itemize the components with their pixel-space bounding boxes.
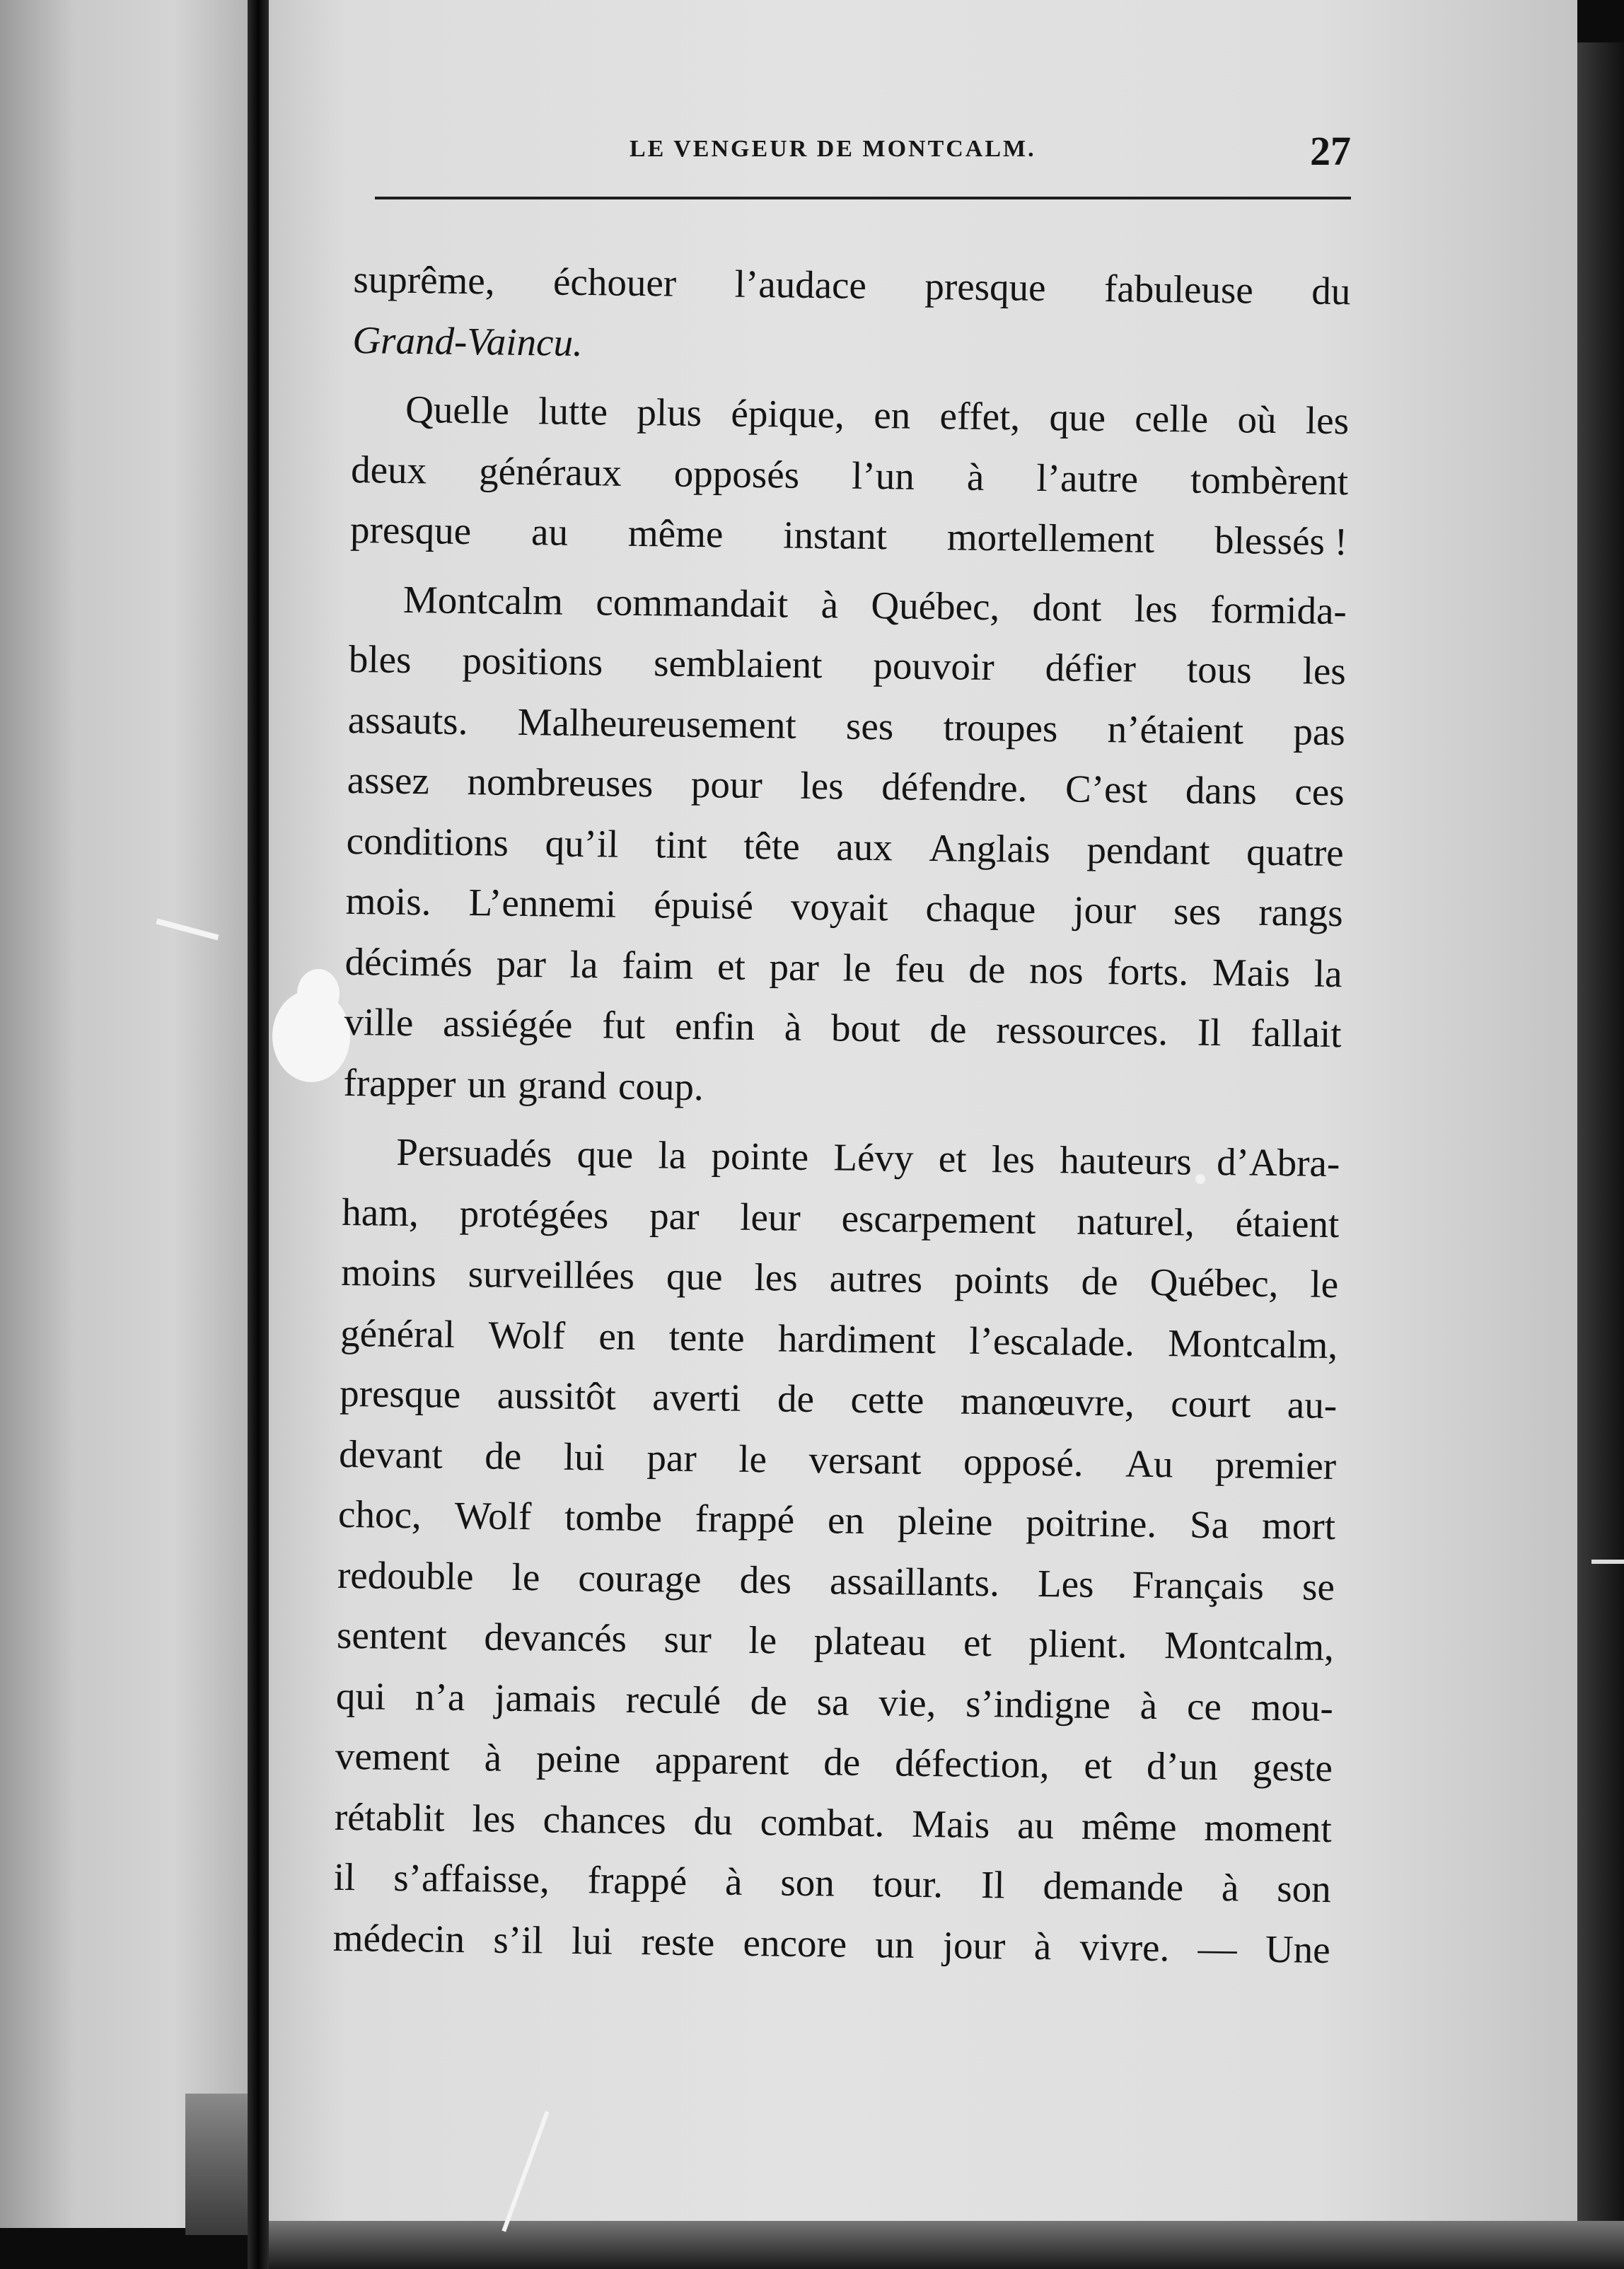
word: à xyxy=(784,1005,802,1049)
word: au xyxy=(1016,1803,1055,1847)
word: plus xyxy=(637,390,702,435)
word: presque xyxy=(349,507,472,553)
text-line xyxy=(338,1484,1336,1557)
word: vement xyxy=(335,1734,451,1779)
word: se xyxy=(1301,1565,1335,1608)
word: fabuleuse xyxy=(1103,266,1254,312)
word: moment xyxy=(1204,1805,1333,1850)
word: les xyxy=(754,1255,799,1299)
word: même xyxy=(1081,1804,1177,1848)
word: Wolf xyxy=(488,1312,566,1357)
word: voyait xyxy=(790,884,888,929)
word: Québec, xyxy=(1149,1260,1279,1306)
word: positions xyxy=(462,638,603,684)
word: un xyxy=(467,1062,507,1106)
word: les xyxy=(1134,586,1178,630)
text-line xyxy=(345,871,1343,944)
word: pouvoir xyxy=(873,644,995,689)
word: naturel, xyxy=(1077,1199,1195,1244)
word: le xyxy=(748,1618,777,1662)
word: encore xyxy=(743,1920,847,1966)
word: pas xyxy=(1293,709,1346,753)
word: manœuvre, xyxy=(960,1379,1135,1424)
word: par xyxy=(769,944,820,989)
word: la xyxy=(1313,951,1342,995)
word: de xyxy=(929,1007,967,1051)
word: jamais xyxy=(494,1676,597,1720)
word: défendre. xyxy=(881,765,1028,810)
word: deux xyxy=(350,447,427,492)
word: assiégée xyxy=(442,1001,573,1046)
word: aussitôt xyxy=(497,1373,617,1418)
word: lui xyxy=(563,1434,605,1478)
word: devancés xyxy=(484,1615,627,1660)
word: Montcalm xyxy=(402,577,564,623)
word: tous xyxy=(1186,647,1253,692)
word: étaient xyxy=(1235,1200,1340,1246)
word: qu’il xyxy=(545,820,619,866)
word: au xyxy=(530,510,569,554)
word: devant xyxy=(338,1432,443,1477)
word: Québec, xyxy=(871,583,1000,628)
text-line xyxy=(332,1907,1330,1980)
word: assaillants. xyxy=(829,1558,1000,1604)
page-bottom-edge xyxy=(269,2221,1624,2269)
word: échouer xyxy=(552,260,677,305)
word: geste xyxy=(1252,1745,1333,1790)
word: au- xyxy=(1287,1383,1338,1427)
word: mois. xyxy=(345,878,431,924)
word: et xyxy=(963,1620,992,1665)
word: redouble xyxy=(337,1553,474,1598)
page-number: 27 xyxy=(1310,128,1351,174)
word: son xyxy=(780,1860,835,1905)
word: tint xyxy=(654,822,707,866)
word: opposés xyxy=(673,451,800,497)
facing-page xyxy=(0,0,248,2228)
word: hardiment xyxy=(777,1316,936,1362)
word: en xyxy=(598,1313,636,1358)
word: protégées xyxy=(459,1191,609,1237)
word: Il xyxy=(1197,1010,1222,1055)
word: averti xyxy=(652,1375,741,1420)
running-title: LE VENGEUR DE MONTCALM. xyxy=(630,136,1036,162)
word: premier xyxy=(1214,1442,1337,1487)
text-line xyxy=(343,1052,1341,1125)
word: s’il xyxy=(493,1917,544,1961)
word: à xyxy=(1221,1866,1239,1910)
word: mou- xyxy=(1251,1685,1334,1729)
word: — xyxy=(1197,1926,1238,1970)
word: et xyxy=(717,944,746,988)
word: Quelle xyxy=(405,387,510,432)
word: Au xyxy=(1125,1441,1173,1485)
word: Malheureusement xyxy=(517,700,797,747)
scan-blot xyxy=(297,969,340,1019)
word: nos xyxy=(1028,948,1084,992)
word: ce xyxy=(1186,1684,1222,1728)
word: de xyxy=(777,1376,815,1421)
word: ressources. xyxy=(995,1008,1168,1054)
word: de xyxy=(750,1678,788,1723)
word: instant xyxy=(782,513,888,558)
word: même xyxy=(627,511,724,556)
word: d’Abra- xyxy=(1216,1140,1340,1185)
word: s’affaisse, xyxy=(393,1855,550,1901)
word: Persuadés xyxy=(396,1130,552,1176)
word: mortellement xyxy=(946,515,1155,561)
word: Les xyxy=(1037,1561,1094,1606)
word: troupes xyxy=(943,704,1058,750)
word: moins xyxy=(340,1250,437,1295)
word: aux xyxy=(836,824,893,869)
word: pendant xyxy=(1086,828,1210,873)
word: n’étaient xyxy=(1107,707,1244,752)
word: faim xyxy=(622,943,694,987)
word: lui xyxy=(571,1918,613,1963)
word: sa xyxy=(816,1679,849,1724)
word: ses xyxy=(1173,889,1222,934)
word: par xyxy=(496,941,547,985)
word: le xyxy=(738,1437,767,1480)
word: forts. xyxy=(1107,948,1189,993)
word: tente xyxy=(668,1315,746,1359)
word: Français xyxy=(1132,1562,1265,1608)
word: le xyxy=(842,946,871,990)
word: en xyxy=(827,1498,865,1542)
word: décimés xyxy=(344,939,473,985)
word: à xyxy=(1139,1683,1158,1727)
word: Grand-Vaincu. xyxy=(352,318,584,364)
word: ses xyxy=(845,704,894,748)
word: presque xyxy=(924,264,1046,309)
word: plateau xyxy=(813,1619,927,1664)
word: frappé xyxy=(695,1497,795,1541)
word: vie, xyxy=(878,1680,936,1724)
word: grand xyxy=(517,1062,607,1107)
word: s’indigne xyxy=(965,1681,1111,1727)
word: apparent xyxy=(654,1738,789,1783)
word: les xyxy=(991,1137,1036,1181)
word: court xyxy=(1170,1381,1251,1426)
word: leur xyxy=(739,1195,801,1239)
word: les xyxy=(1305,398,1350,443)
word: ham, xyxy=(342,1190,419,1234)
word: vivre. xyxy=(1079,1925,1170,1969)
word: fut xyxy=(601,1003,646,1048)
word: fallait xyxy=(1250,1011,1342,1056)
word: chaque xyxy=(925,886,1036,931)
word: le xyxy=(1310,1262,1339,1306)
word: à xyxy=(724,1859,743,1903)
word: feu xyxy=(894,946,945,990)
word: escarpement xyxy=(841,1196,1036,1242)
word: que xyxy=(576,1132,634,1176)
word: Lévy xyxy=(833,1135,914,1180)
word: Montcalm, xyxy=(1164,1623,1335,1669)
word: enfin xyxy=(674,1004,755,1049)
word: le xyxy=(511,1555,540,1598)
word: épuisé xyxy=(654,883,754,927)
word: presque xyxy=(339,1371,461,1416)
text-line xyxy=(337,1605,1335,1678)
word: choc, xyxy=(337,1492,422,1537)
word: peine xyxy=(535,1736,621,1781)
word: de xyxy=(968,947,1006,991)
word: dans xyxy=(1185,768,1258,813)
word: il xyxy=(333,1855,356,1899)
word: bles xyxy=(348,637,412,682)
word: les xyxy=(800,763,844,808)
word: surveillées xyxy=(468,1252,635,1297)
word: celle xyxy=(1135,396,1209,441)
word: opposé. xyxy=(963,1439,1084,1485)
word: poitrine. xyxy=(1025,1500,1157,1546)
word: à xyxy=(820,582,839,626)
word: que xyxy=(1049,395,1106,440)
text-line xyxy=(352,309,1350,382)
word: des xyxy=(739,1557,792,1602)
word: généraux xyxy=(478,448,622,494)
word: quatre xyxy=(1246,829,1345,874)
word: jour xyxy=(942,1922,1006,1967)
word: et xyxy=(938,1137,967,1180)
word: que xyxy=(666,1254,723,1299)
word: formida- xyxy=(1210,587,1347,632)
word: un xyxy=(875,1922,915,1966)
word: conditions xyxy=(346,818,509,864)
word: Anglais xyxy=(929,825,1051,871)
word: effet, xyxy=(939,394,1021,439)
word: assez xyxy=(347,758,430,803)
word: par xyxy=(646,1435,697,1480)
word: les xyxy=(472,1796,516,1840)
scan-scratch xyxy=(1591,1560,1624,1564)
word: de xyxy=(485,1433,522,1478)
text-line xyxy=(333,1847,1331,1920)
word: assauts. xyxy=(347,697,468,743)
word: nombreuses xyxy=(467,760,654,806)
word: tour. xyxy=(872,1862,944,1906)
word: dont xyxy=(1032,585,1102,629)
word: L’ennemi xyxy=(468,881,617,926)
word: défier xyxy=(1045,645,1137,690)
word: et xyxy=(1084,1743,1113,1787)
word: les xyxy=(1302,649,1347,693)
word: combat. xyxy=(760,1799,885,1845)
word: C’est xyxy=(1065,767,1148,811)
word: Wolf xyxy=(454,1493,532,1538)
word: ville xyxy=(344,999,414,1045)
word: commandait xyxy=(596,579,789,626)
word: versant xyxy=(808,1437,922,1482)
word: l’un xyxy=(851,453,915,498)
word: cette xyxy=(850,1377,924,1422)
body-text xyxy=(332,249,1351,1980)
word: hauteurs xyxy=(1060,1138,1193,1183)
header-rule xyxy=(375,197,1351,199)
word: reculé xyxy=(625,1677,721,1722)
word: d’un xyxy=(1146,1743,1219,1789)
word: coup. xyxy=(617,1064,704,1108)
word: en xyxy=(873,393,911,437)
word: la xyxy=(658,1133,687,1177)
word: l’audace xyxy=(734,262,867,307)
word: pointe xyxy=(711,1134,809,1178)
word: tombe xyxy=(564,1495,663,1540)
text-line xyxy=(348,629,1346,702)
word: jour xyxy=(1073,888,1137,932)
word: reste xyxy=(641,1919,715,1963)
word: tombèrent xyxy=(1190,457,1349,503)
word: Une xyxy=(1265,1927,1331,1971)
word: rangs xyxy=(1258,890,1343,935)
page-header xyxy=(630,127,1365,177)
word: lutte xyxy=(538,389,608,434)
word: qui xyxy=(335,1673,386,1718)
word: Sa xyxy=(1189,1502,1229,1547)
word: de xyxy=(823,1740,861,1784)
word: Mais xyxy=(1212,950,1291,994)
word: Mais xyxy=(911,1801,990,1846)
word: la xyxy=(569,942,598,986)
word: par xyxy=(649,1193,700,1238)
word: à xyxy=(1033,1924,1052,1968)
word: sentent xyxy=(336,1613,448,1658)
word: rétablit xyxy=(334,1794,446,1840)
word: points xyxy=(953,1258,1050,1303)
word: frappé xyxy=(587,1858,688,1903)
word: ces xyxy=(1294,770,1345,814)
word: défection, xyxy=(894,1741,1050,1787)
word: plient. xyxy=(1028,1621,1127,1666)
word: général xyxy=(340,1311,456,1356)
word: son xyxy=(1277,1867,1332,1911)
word: pleine xyxy=(897,1499,993,1544)
word: où xyxy=(1237,397,1277,441)
word: l’escalade. xyxy=(968,1318,1135,1364)
word: à xyxy=(484,1736,502,1780)
word: tête xyxy=(743,823,801,868)
word: Montcalm, xyxy=(1167,1321,1338,1366)
word: Il xyxy=(980,1863,1006,1907)
word: sur xyxy=(663,1617,712,1661)
word: courage xyxy=(578,1555,702,1601)
word: suprême, xyxy=(353,257,495,303)
word: du xyxy=(1311,269,1351,313)
word: à xyxy=(966,455,985,499)
word: frapper xyxy=(343,1060,456,1106)
page-right-edge xyxy=(1577,42,1624,2269)
text-line xyxy=(351,439,1349,511)
word: médecin xyxy=(332,1915,465,1961)
book-gutter xyxy=(248,0,269,2269)
word: de xyxy=(1081,1259,1119,1304)
word: du xyxy=(693,1799,733,1843)
word: demande xyxy=(1043,1864,1184,1909)
word: autres xyxy=(829,1256,923,1301)
word: épique, xyxy=(731,391,845,436)
word: n’a xyxy=(414,1674,465,1719)
text-line xyxy=(340,1302,1338,1375)
word: blessés ! xyxy=(1214,518,1348,564)
word: bout xyxy=(830,1006,901,1050)
word: semblaient xyxy=(653,641,823,687)
word: l’autre xyxy=(1036,455,1139,501)
word: pour xyxy=(690,762,763,807)
word: chances xyxy=(543,1797,667,1843)
word: mort xyxy=(1261,1503,1336,1548)
